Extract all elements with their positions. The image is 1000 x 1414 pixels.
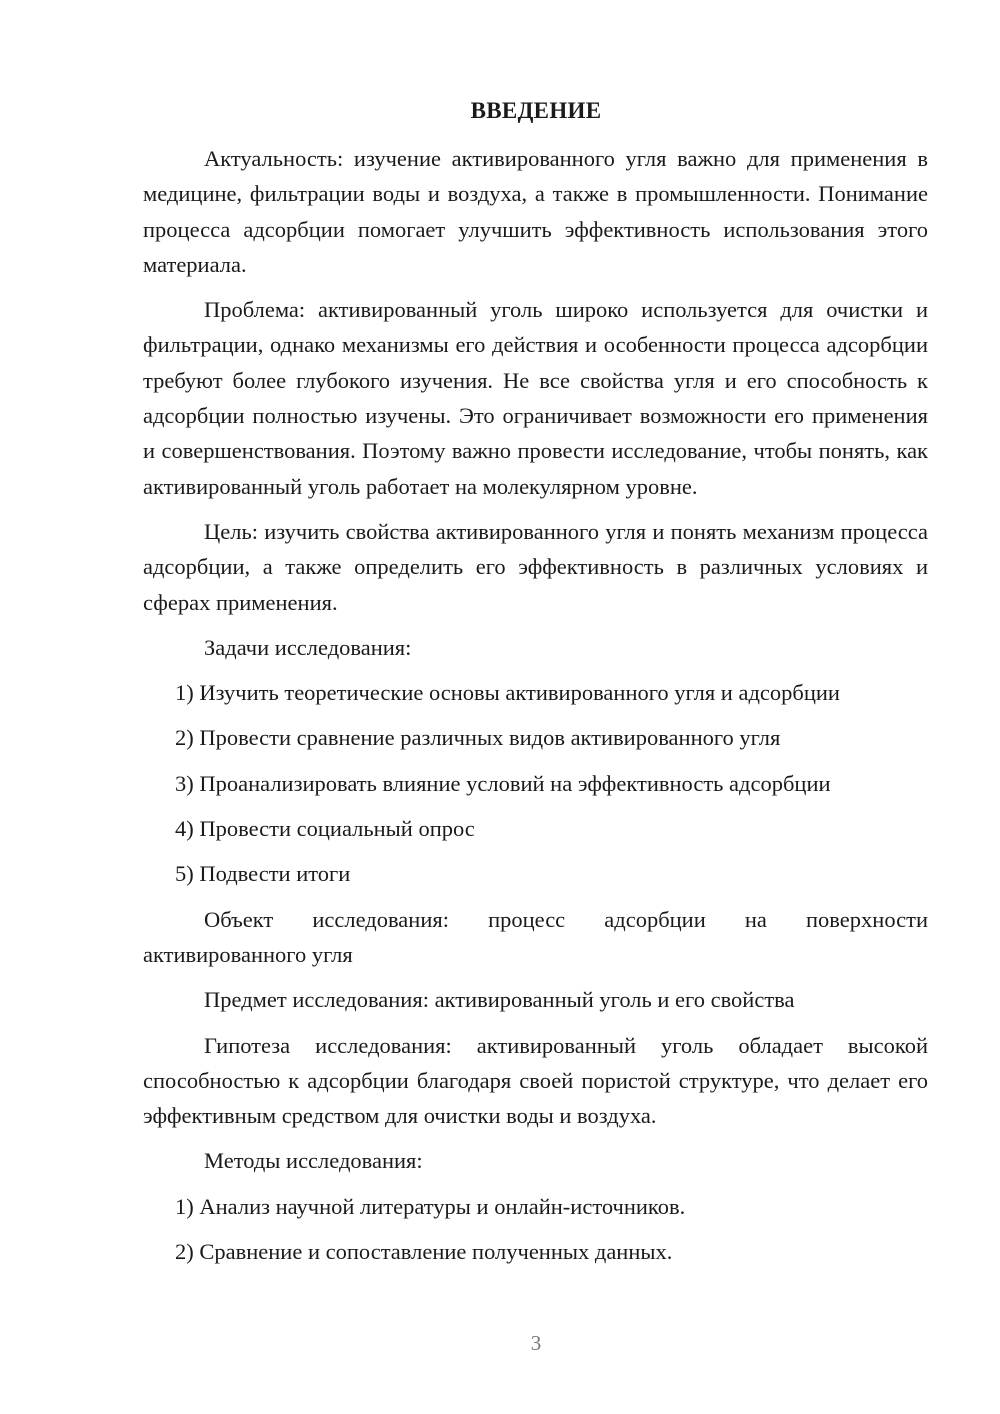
- page-body: [143, 141, 928, 1269]
- list-item: 4) Провести социальный опрос: [175, 816, 475, 842]
- paragraph-hypothesis: Гипотеза исследования: активированный уголь обладает высокой способностью к адсорбции благодаря своей пористой структуре, что делает его эффективным средством для очистки воды и воздуха.: [143, 1032, 928, 1129]
- list-item: 5) Подвести итоги: [175, 861, 351, 887]
- section-heading: ВВЕДЕНИЕ: [470, 98, 602, 123]
- paragraph-relevance: Актуальность: изучение активированного угля важно для применения в медицине, фильтрации воды и воздуха, а также в промышленности. Понимание процесса адсорбции помогает улучшить эффективность использования этого материала.: [143, 146, 928, 277]
- list-item: 2) Сравнение и сопоставление полученных данных.: [175, 1239, 673, 1265]
- paragraph-object: Объект исследования: процесс адсорбции на поверхности активированного угля: [143, 906, 928, 967]
- paragraph-methods-title: Методы исследования:: [204, 1148, 423, 1174]
- paragraph-problem: Проблема: активированный уголь широко используется для очистки и фильтрации, однако механизмы его действия и особенности процесса адсорбции требуют более глубокого изучения. Не все свойства угля и его способность к адсорбции полностью изучены. Это ограничивает возможности его применения и совершенствования. Поэтому важно провести исследование, чтобы понять, как активированный уголь работает на молекулярном уровне.: [143, 297, 928, 499]
- paragraph-tasks-title: Задачи исследования:: [204, 634, 412, 660]
- list-item: 3) Проанализировать влияние условий на эффективность адсорбции: [175, 770, 831, 796]
- page-number: 3: [530, 1331, 542, 1355]
- paragraph-goal: Цель: изучить свойства активированного угля и понять механизм процесса адсорбции, а также определить его эффективность в различных условиях и сферах применения.: [143, 518, 928, 615]
- list-item: 1) Изучить теоретические основы активированного угля и адсорбции: [175, 680, 840, 706]
- list-item: 2) Провести сравнение различных видов активированного угля: [175, 725, 781, 751]
- list-item: 1) Анализ научной литературы и онлайн-источников.: [175, 1193, 686, 1219]
- paragraph-subject: Предмет исследования: активированный уголь и его свойства: [204, 987, 795, 1013]
- tasks-list: [143, 675, 928, 891]
- methods-list: [143, 1189, 928, 1270]
